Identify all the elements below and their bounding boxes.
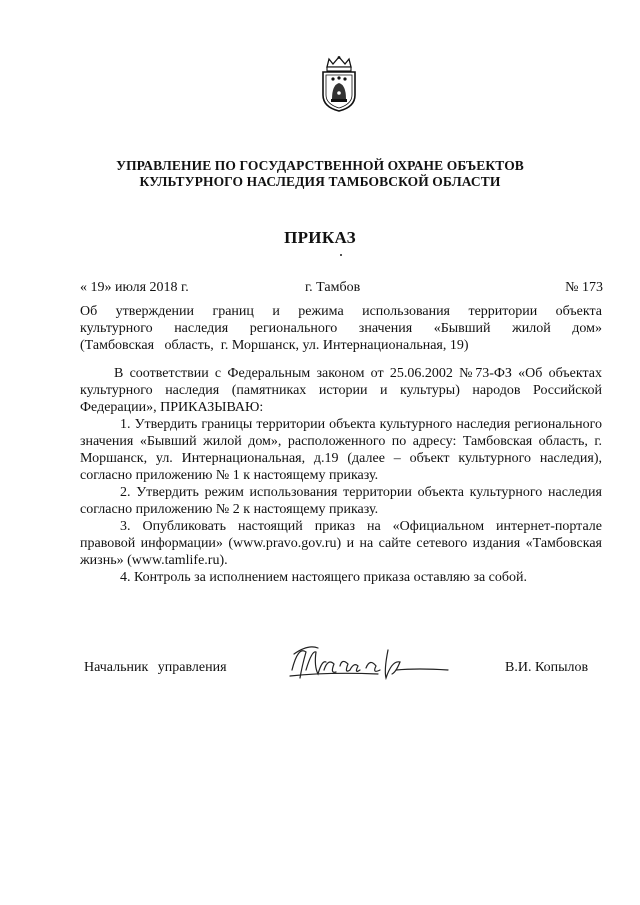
order-item-3: 3. Опубликовать настоящий приказ на «Официальном интернет-портале правовой информации» (www.pravo.gov.ru) и на сайте сетевого издания «Тамбовская жизнь» (www.tamlife.ru). bbox=[80, 519, 602, 568]
subject-line: культурного наследия регионального значения «Бывший жилой дом» bbox=[80, 321, 602, 336]
tambov-coat-of-arms-icon bbox=[318, 55, 360, 113]
order-item-2: 2. Утвердить режим использования территории объекта культурного наследия согласно приложению № 2 к настоящему приказу. bbox=[80, 485, 602, 517]
document-title: ПРИКАЗ bbox=[284, 228, 356, 247]
organization-name-line-2: КУЛЬТУРНОГО НАСЛЕДИЯ ТАМБОВСКОЙ ОБЛАСТИ bbox=[139, 174, 501, 189]
handwritten-signature-icon bbox=[288, 640, 456, 686]
preamble-paragraph: В соответствии с Федеральным законом от 25.06.2002 №73-ФЗ «Об объектах культурного наследия (памятниках истории и культуры) народов Российской Федерации», ПРИКАЗЫВАЮ: bbox=[80, 366, 602, 415]
document-date: « 19» июля 2018 г. bbox=[80, 280, 189, 295]
document-number: № 173 bbox=[565, 280, 603, 295]
order-subject bbox=[80, 303, 602, 354]
organization-name-line-1: УПРАВЛЕНИЕ ПО ГОСУДАРСТВЕННОЙ ОХРАНЕ ОБЪЕКТОВ bbox=[116, 158, 524, 173]
stray-mark bbox=[340, 254, 342, 256]
order-item-4: 4. Контроль за исполнением настоящего приказа оставляю за собой. bbox=[120, 570, 528, 585]
order-item-1: 1. Утвердить границы территории объекта культурного наследия регионального значения «Бывший жилой дом», расположенного по адресу: Тамбовская область, г. Моршанск, ул. Интернациональная, д.19 (далее – объект культурного наследия), согласно приложению № 1 к настоящему приказу. bbox=[80, 417, 602, 483]
order-body bbox=[80, 365, 602, 586]
signatory-name: В.И. Копылов bbox=[505, 660, 589, 675]
subject-line: (Тамбовская область, г. Моршанск, ул. Интернациональная, 19) bbox=[80, 338, 469, 353]
subject-line: Об утверждении границ и режима использования территории объекта bbox=[80, 304, 602, 319]
document-city: г. Тамбов bbox=[305, 280, 361, 295]
signatory-position: Начальник управления bbox=[84, 660, 227, 675]
